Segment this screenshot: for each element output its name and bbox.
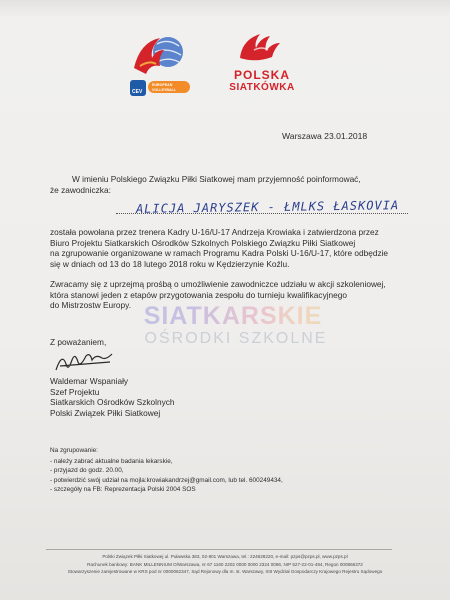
european-volleyball-logo (124, 28, 196, 106)
intro-line-2: że zawodniczka: (50, 185, 111, 195)
paragraph-line: na zgrupowanie organizowane w ramach Programu Kadra Polski U-16/U-17, które odbędzie (50, 248, 389, 259)
footer-line: Polski Związek Piłki Siatkowej ul. Puławska 383, 02-801 Warszawa, tel.: 224628220, e-mail: pzps@pzps.pl, www.pzps.pl (102, 554, 348, 559)
letter-footer (40, 553, 410, 576)
signer-name: Waldemar Wspaniały (50, 376, 129, 386)
paragraph-request (50, 279, 410, 311)
page-shadow (0, 0, 450, 18)
notes-item: - przyjazd do godz. 20.00, (50, 467, 124, 475)
paragraph-line: Biuro Projektu Siatkarskich Ośrodków Szkolnych Polskiego Związku Piłki Siatkowej (50, 237, 356, 248)
signature-block (50, 376, 175, 418)
notes-title: Na zgrupowanie: (50, 447, 98, 454)
polska-siatkowka-logo (224, 28, 298, 106)
paragraph-line: Zwracamy się z uprzejmą prośbą o umożliwienie zawodniczce udziału w akcji szkoleniowej, (50, 279, 386, 289)
handwritten-signature (52, 350, 124, 376)
signer-title: Szef Projektu (50, 386, 100, 397)
paragraph-nomination (50, 227, 410, 269)
watermark-line2: OŚRODKI SZKOLNE (144, 330, 328, 347)
notes-item: - szczegóły na FB: Reprezentacja Polski 2004 SOS (50, 486, 196, 494)
signer-title: Siatkarskich Ośrodków Szkolnych (50, 397, 175, 408)
closing-greeting: Z poważaniem, (50, 337, 107, 347)
paragraph-line: została powołana przez trenera Kadry U-16/U-17 Andrzeja Krowiaka i zatwierdzona przez (50, 227, 379, 237)
footer-divider (46, 549, 392, 550)
intro-line-1: W imieniu Polskiego Związku Piłki Siatkowej mam przyjemność poinformować, (72, 174, 361, 184)
notes-list (50, 457, 283, 495)
footer-line: Stowarzyszenie zarejestrowane w KRS pod nr 0000062347, Sąd Rejonowy dla m. st. Warszawy, XIII Wydział Gospodarczy Krajowego Rejestru Sądowego (67, 569, 383, 575)
letter-date: Warszawa 23.01.2018 (282, 131, 368, 141)
signer-title: Polski Związek Piłki Siatkowej (50, 407, 161, 418)
notes-item: - potwierdzić swój udział na mojla:krowiakandrzej@gmail.com, lub tel. 600249434, (50, 476, 283, 484)
notes-item: - należy zabrać aktualne badania lekarskie, (50, 458, 173, 465)
player-name-handwritten: ALICJA JARYSZEK - ŁMLKS ŁASKOVIA (135, 198, 400, 216)
logo-text-1: EUROPEAN (152, 83, 173, 87)
brand-siatkowka: SIATKÓWKA (229, 82, 295, 93)
watermark-line1: SIATKARSKIE (98, 302, 368, 331)
brand-polska: POLSKA (233, 68, 290, 82)
footer-line: Rachunek bankowy: BANK MILLENNIUM O/Warszawa, nr 67 1160 2202 0000 0000 2324 0086, NIP 527-22-01-494, Regon 000866372 (87, 561, 363, 567)
cev-badge: CEV (132, 89, 143, 95)
eagle-icon (224, 28, 298, 68)
paragraph-line: do Mistrzostw Europy. (50, 300, 131, 311)
logo-text-2: VOLLEYBALL (152, 88, 176, 92)
paragraph-line: która stanowi jeden z etapów przygotowania zespołu do turnieju kwalifikacyjnego (50, 289, 348, 300)
paragraph-line: się w dniach od 13 do 18 lutego 2018 roku w Kędzierzynie Koźlu. (50, 258, 290, 269)
